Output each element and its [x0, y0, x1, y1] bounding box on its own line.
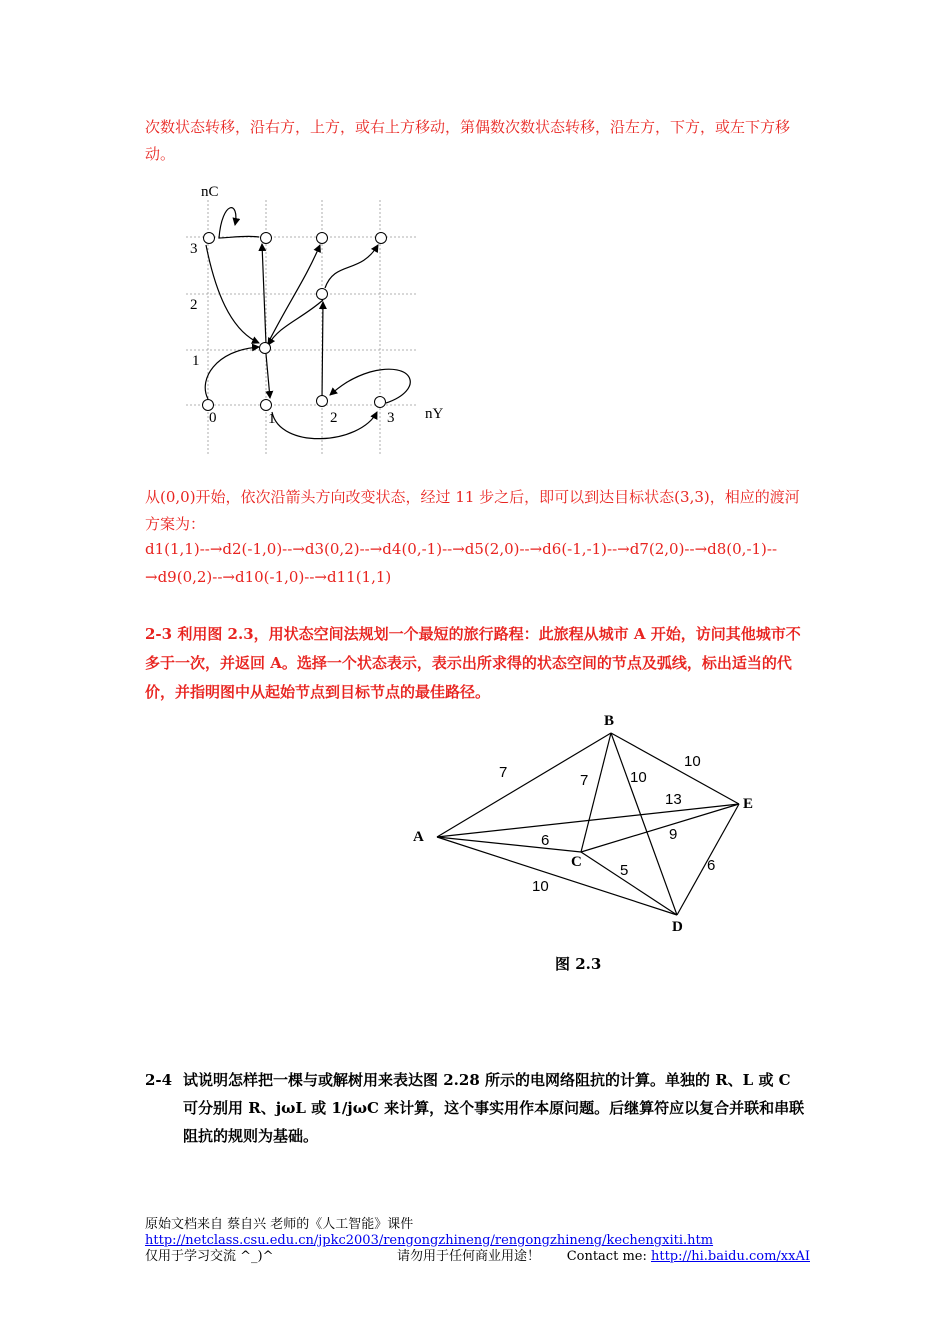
- sequence-line-1: d1(1,1)--→d2(-1,0)--→d3(0,2)--→d4(0,-1)--→d5(2,0)--→d6(-1,-1)--→d7(2,0)--→d8(0,-1)--: [145, 540, 778, 558]
- x-tick-1: 1: [268, 411, 276, 427]
- edge-C-D: [581, 852, 677, 915]
- state-node-1-3: [261, 233, 272, 244]
- footer-contact: [567, 1249, 810, 1265]
- footer-url-link[interactable]: http://netclass.csu.edu.cn/jpkc2003/rengongzhineng/rengongzhineng/kechengxiti.htm: [145, 1233, 714, 1248]
- state-node-3-3: [376, 233, 387, 244]
- x-axis-label: nY: [425, 406, 444, 422]
- node-label-C: C: [571, 854, 582, 870]
- weight-A-D: 10: [532, 878, 549, 895]
- state-node-2-3: [317, 233, 328, 244]
- weight-C-D: 5: [620, 862, 629, 879]
- solution-paragraph: 从(0,0)开始，依次沿箭头方向改变状态，经过 11 步之后，即可以到达目标状态(3,3)，相应的渡河方案为：: [145, 488, 800, 533]
- figure-caption: 图 2.3: [555, 955, 602, 973]
- y-tick-1: 1: [192, 353, 200, 369]
- state-node-0-0: [203, 400, 214, 411]
- y-tick-2: 2: [190, 297, 198, 313]
- footer-source: 原始文档来自 蔡自兴 老师的《人工智能》课件: [145, 1217, 414, 1232]
- state-nodes: [203, 233, 387, 411]
- sequence-line-2: →d9(0,2)--→d10(-1,0)--→d11(1,1): [145, 568, 392, 586]
- node-label-E: E: [743, 796, 754, 812]
- x-tick-0: 0: [209, 410, 217, 426]
- problem-2-4-text: 试说明怎样把一棵与或解树用来表达图 2.28 所示的电网络阻抗的计算。单独的 R、L 或 C 可分别用 R、jωL 或 1/jωC 来计算，这个事实用作本原问题。后继算符应以复合并联和串联阻抗的规则为基础。: [183, 1071, 805, 1145]
- y-axis-label: nC: [201, 184, 219, 200]
- problem-2-4-number: 2-4: [145, 1071, 173, 1089]
- x-tick-3: 3: [387, 410, 395, 426]
- weight-A-C: 6: [541, 832, 550, 849]
- weight-C-E: 9: [669, 826, 678, 843]
- y-tick-3: 3: [190, 241, 198, 257]
- weight-A-B: 7: [499, 764, 508, 781]
- edge-A-E: [437, 804, 739, 837]
- weight-C-B: 7: [580, 772, 589, 789]
- footer-note-left: 仅用于学习交流 ^_)^: [145, 1249, 274, 1264]
- state-node-1-1: [260, 343, 271, 354]
- weight-B-E: 10: [684, 753, 701, 770]
- state-node-3-0: [375, 397, 386, 408]
- edge-B-D: [611, 733, 677, 915]
- edge-B-C: [581, 733, 611, 852]
- intro-paragraph: 次数状态转移，沿右方，上方，或右上方移动，第偶数次数状态转移，沿左方，下方，或左下方移动。: [145, 118, 791, 163]
- footer-contact-link[interactable]: http://hi.baidu.com/xxAI: [650, 1249, 810, 1264]
- node-label-D: D: [672, 919, 683, 935]
- problem-2-3: 2-3 利用图 2.3，用状态空间法规划一个最短的旅行路程：此旅程从城市 A 开始，访问其他城市不多于一次，并返回 A。选择一个状态表示，表示出所求得的状态空间的节点及弧线，标出适当的代价，并指明图中从起始节点到目标节点的最佳路径。: [145, 625, 801, 701]
- state-node-2-2: [317, 289, 328, 300]
- state-transition-diagram: [180, 175, 450, 465]
- weight-A-E: 13: [665, 791, 682, 808]
- node-label-B: B: [604, 713, 615, 729]
- state-node-2-0: [317, 396, 328, 407]
- footer-note-mid: 请勿用于任何商业用途！: [397, 1249, 541, 1264]
- city-graph: [400, 705, 780, 945]
- weight-E-D: 6: [707, 857, 716, 874]
- node-label-A: A: [413, 829, 424, 845]
- edge-A-D: [437, 837, 677, 915]
- state-node-1-0: [261, 400, 272, 411]
- weight-B-D: 10: [630, 769, 647, 786]
- footer-contact-label: Contact me:: [566, 1249, 651, 1264]
- x-tick-2: 2: [330, 410, 338, 426]
- edge-C-E: [581, 804, 739, 852]
- state-node-0-3: [204, 233, 215, 244]
